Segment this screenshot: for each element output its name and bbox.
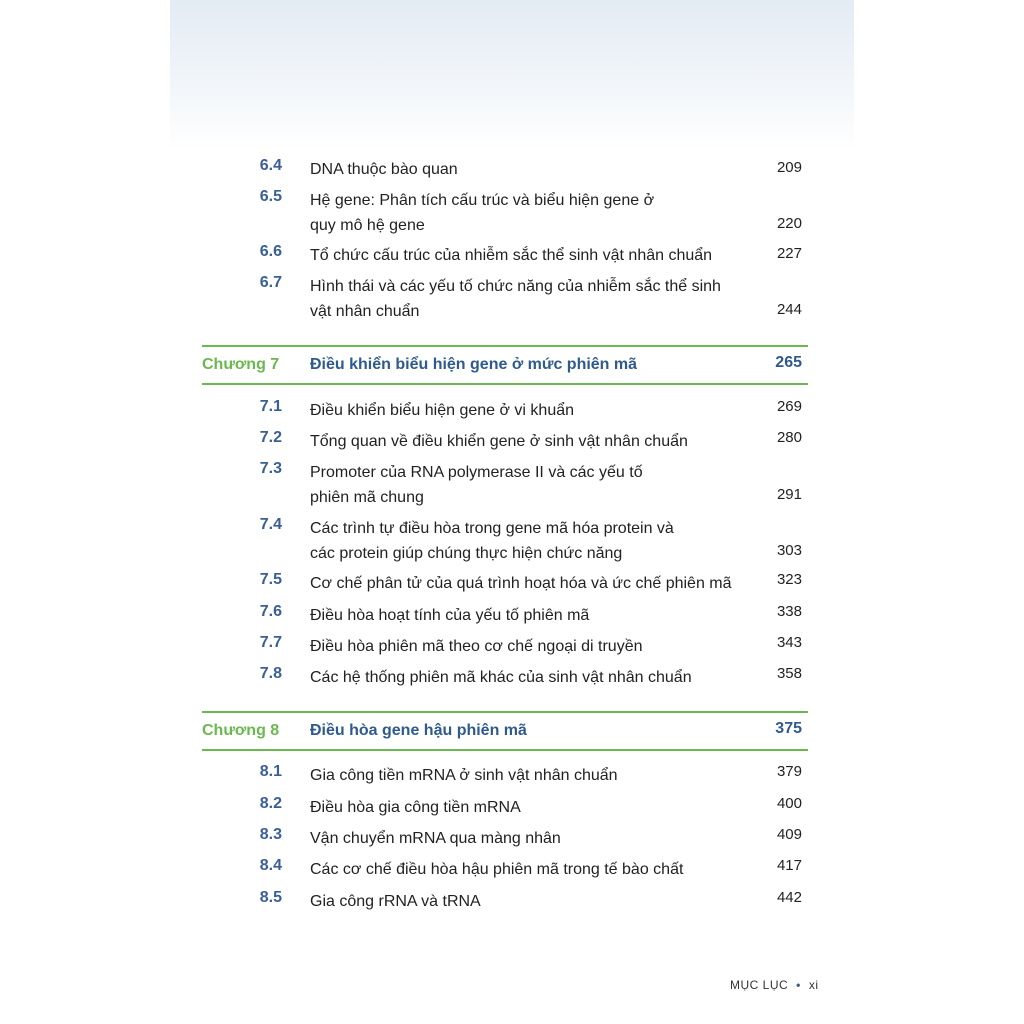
page-number: 244 xyxy=(776,301,802,318)
section-number: 8.2 xyxy=(259,795,282,812)
chapter-page-number: 375 xyxy=(775,720,802,737)
chapter-heading xyxy=(202,345,808,385)
section-title: Gia công rRNA và tRNA xyxy=(310,893,481,910)
section-title: DNA thuộc bào quan xyxy=(310,161,458,178)
chapter-label: Chương 8 xyxy=(202,722,280,739)
section-number: 8.4 xyxy=(259,857,282,874)
page-footer xyxy=(730,978,819,992)
chapter-heading xyxy=(202,711,808,751)
section-title: Điều hòa phiên mã theo cơ chế ngoại di truyền xyxy=(310,638,643,655)
section-number: 6.6 xyxy=(259,243,282,260)
page-number: 303 xyxy=(776,542,802,559)
page-number: 409 xyxy=(776,826,802,843)
bullet-icon: • xyxy=(796,978,801,992)
page-number: 338 xyxy=(776,603,802,620)
section-title: Tổ chức cấu trúc của nhiễm sắc thể sinh vật nhân chuẩn xyxy=(310,247,713,264)
footer-label: MỤC LỤC xyxy=(730,978,789,992)
section-number: 8.3 xyxy=(259,826,282,843)
section-number: 7.3 xyxy=(259,460,282,477)
page-number: 280 xyxy=(776,429,802,446)
chapter-title: Điều khiển biểu hiện gene ở mức phiên mã xyxy=(310,356,638,373)
section-number: 6.5 xyxy=(259,188,282,205)
page-number: 323 xyxy=(776,571,802,588)
section-title: Hệ gene: Phân tích cấu trúc và biểu hiện gene ở quy mô hệ gene xyxy=(310,192,655,234)
section-number: 7.6 xyxy=(259,603,282,620)
page-number: 227 xyxy=(776,245,802,262)
section-title: Các hệ thống phiên mã khác của sinh vật nhân chuẩn xyxy=(310,669,692,686)
section-title: Vận chuyển mRNA qua màng nhân xyxy=(310,830,561,847)
section-title: Tổng quan về điều khiển gene ở sinh vật nhân chuẩn xyxy=(310,433,688,450)
chapter-label: Chương 7 xyxy=(202,356,280,373)
section-title: Hình thái và các yếu tố chức năng của nhiễm sắc thể sinh vật nhân chuẩn xyxy=(310,278,721,320)
section-title: Các trình tự điều hòa trong gene mã hóa protein và các protein giúp chúng thực hiện chức năng xyxy=(310,520,674,562)
section-title: Promoter của RNA polymerase II và các yếu tố phiên mã chung xyxy=(310,464,643,506)
section-title: Điều hòa hoạt tính của yếu tố phiên mã xyxy=(310,607,590,624)
page-number: 379 xyxy=(776,763,802,780)
section-number: 7.1 xyxy=(259,398,282,415)
section-number: 8.1 xyxy=(259,763,282,780)
section-number: 8.5 xyxy=(259,889,282,906)
page-number: 343 xyxy=(776,634,802,651)
section-number: 7.4 xyxy=(259,516,282,533)
page-number: 209 xyxy=(776,159,802,176)
section-title: Cơ chế phân tử của quá trình hoạt hóa và ức chế phiên mã xyxy=(310,575,732,592)
book-page xyxy=(170,0,854,1024)
page-number: 269 xyxy=(776,398,802,415)
footer-page-number: xi xyxy=(808,978,819,992)
section-number: 6.7 xyxy=(259,274,282,291)
section-title: Điều khiển biểu hiện gene ở vi khuẩn xyxy=(310,402,575,419)
chapter-title: Điều hòa gene hậu phiên mã xyxy=(310,722,527,739)
page-number: 220 xyxy=(776,215,802,232)
section-title: Gia công tiền mRNA ở sinh vật nhân chuẩn xyxy=(310,767,618,784)
section-title: Các cơ chế điều hòa hậu phiên mã trong tế bào chất xyxy=(310,861,684,878)
section-number: 7.2 xyxy=(259,429,282,446)
page-number: 291 xyxy=(776,486,802,503)
section-number: 7.8 xyxy=(259,665,282,682)
chapter-page-number: 265 xyxy=(775,354,802,371)
page-number: 358 xyxy=(776,665,802,682)
page-number: 400 xyxy=(776,795,802,812)
page-number: 417 xyxy=(776,857,802,874)
section-number: 7.7 xyxy=(259,634,282,651)
page-number: 442 xyxy=(776,889,802,906)
section-number: 7.5 xyxy=(259,571,282,588)
section-title: Điều hòa gia công tiền mRNA xyxy=(310,799,521,816)
section-number: 6.4 xyxy=(259,157,282,174)
